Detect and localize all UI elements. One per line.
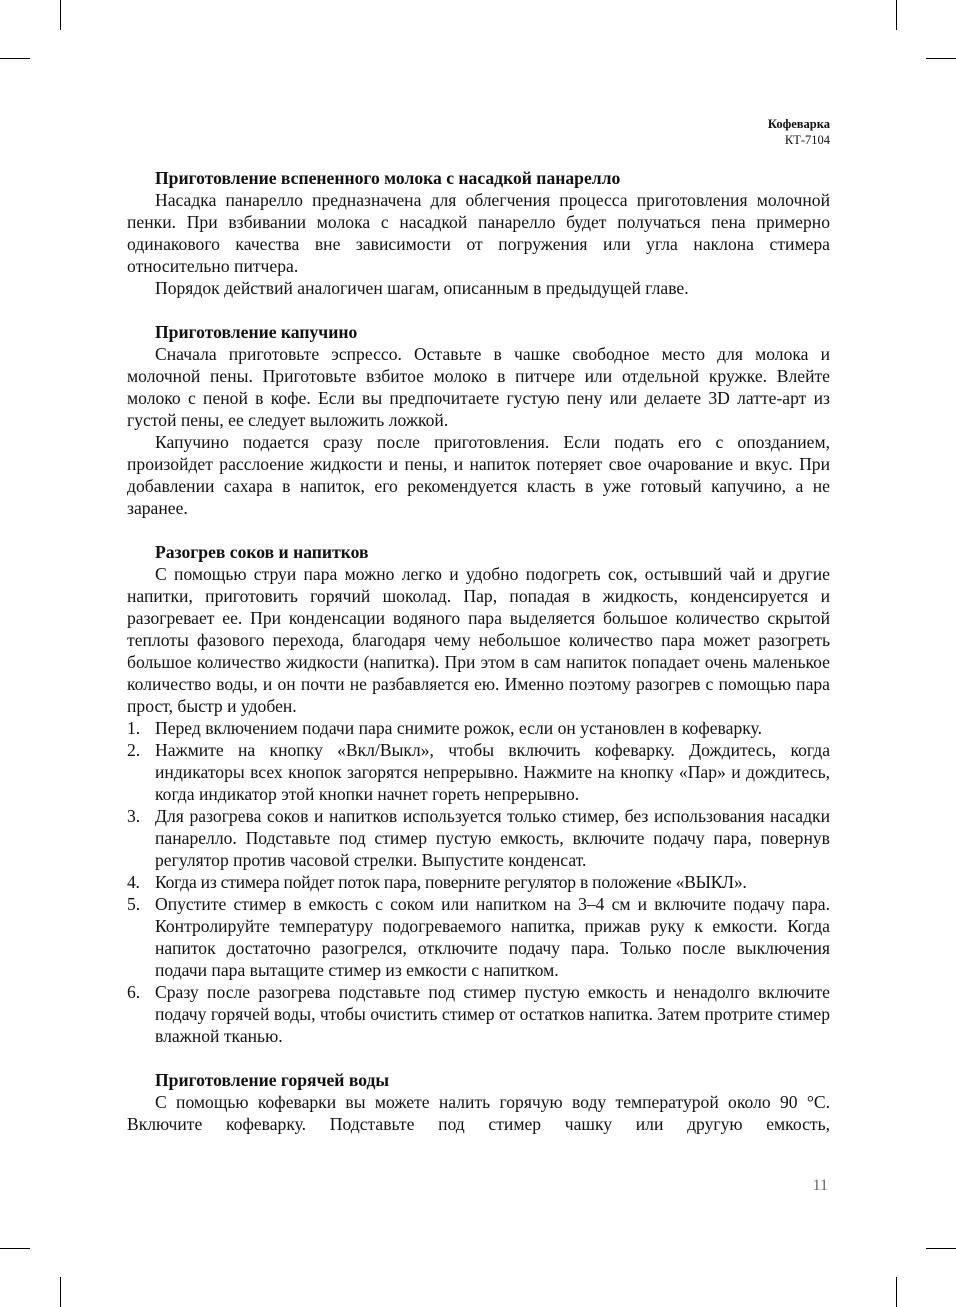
list-item — [127, 717, 830, 739]
step-number: 6. — [127, 982, 141, 1002]
paragraph: С помощью кофеварки вы можете налить горячую воду температурой около 90 °C. Включите кофеварку. Подставьте под стимер чашку или другую емкость, — [127, 1092, 830, 1134]
paragraph: Сначала приготовьте эспрессо. Оставьте в чашке свободное место для молока и молочной пены. Приготовьте взбитое молоко в питчере или отдельной кружке. Влейте молоко с пеной в кофе. Если вы предпочитаете густую пену или делаете 3D латте-арт из густой пены, ее следует выложить ложкой. — [127, 344, 830, 430]
steps-list — [127, 717, 830, 1047]
step-text: Перед включением подачи пара снимите рожок, если он установлен в кофеварку. — [155, 718, 762, 738]
step-text: Для разогрева соков и напитков используется только стимер, без использования насадки панарелло. Подставьте под стимер пустую емкость, включите подачу пара, повернув регулятор против часовой стрелки. Выпустите конденсат. — [155, 806, 830, 870]
step-text: Опустите стимер в емкость с соком или напитком на 3–4 см и включите подачу пара. Контролируйте температуру подогреваемого напитка, прижав руку к емкости. Когда напиток достаточно разогрелся, отключите подачу пара. Только после выключения подачи пара вытащите стимер из емкости с напитком. — [155, 894, 830, 980]
page-content — [127, 167, 830, 1135]
paragraph: С помощью струи пара можно легко и удобно подогреть сок, остывший чай и другие напитки, приготовить горячий шоколад. Пар, попадая в жидкость, конденсируется и разогревает ее. При конденсации водяного пара выделяется большое количество скрытой теплоты фазового перехода, благодаря чему небольшое количество пара может разогреть большое количество жидкости (напитка). При этом в сам напиток попадает очень маленькое количество воды, и он почти не разбавляется ею. Именно поэтому разогрев с помощью пара прост, быстр и удобен. — [127, 564, 830, 716]
crop-mark — [0, 58, 30, 59]
list-item — [127, 739, 830, 805]
header-model: КТ-7104 — [784, 133, 830, 147]
header-product: Кофеварка — [767, 117, 830, 131]
list-item — [127, 893, 830, 981]
page-number: 11 — [812, 1177, 828, 1194]
crop-mark — [60, 0, 61, 30]
crop-mark — [60, 1277, 61, 1307]
step-number: 1. — [127, 718, 141, 738]
step-text: Сразу после разогрева подставьте под стимер пустую емкость и ненадолго включите подачу горячей воды, чтобы очистить стимер от остатков напитка. Затем протрите стимер влажной тканью. — [155, 982, 830, 1046]
list-item — [127, 871, 830, 893]
step-number: 2. — [127, 740, 141, 760]
section-heading: Приготовление капучино — [155, 322, 358, 342]
running-header — [768, 116, 830, 148]
section-heading: Разогрев соков и напитков — [155, 542, 369, 562]
step-number: 3. — [127, 806, 141, 826]
section-heading: Приготовление вспененного молока с насадкой панарелло — [155, 168, 621, 188]
crop-mark — [926, 1248, 956, 1249]
step-number: 5. — [127, 894, 141, 914]
paragraph: Порядок действий аналогичен шагам, описанным в предыдущей главе. — [155, 278, 689, 298]
step-text: Нажмите на кнопку «Вкл/Выкл», чтобы включить кофеварку. Дождитесь, когда индикаторы всех кнопок загорятся непрерывно. Нажмите на кнопку «Пар» и дождитесь, когда индикатор этой кнопки начнет гореть непрерывно. — [155, 740, 830, 804]
step-text: Когда из стимера пойдет поток пара, поверните регулятор в положение «ВЫКЛ». — [155, 872, 747, 892]
paragraph: Насадка панарелло предназначена для облегчения процесса приготовления молочной пенки. При взбивании молока с насадкой панарелло будет получаться пена примерно одинакового качества вне зависимости от погружения или угла наклона стимера относительно питчера. — [127, 190, 830, 276]
list-item — [127, 981, 830, 1047]
step-number: 4. — [127, 872, 140, 892]
paragraph: Капучино подается сразу после приготовления. Если подать его с опозданием, произойдет расслоение жидкости и пены, и напиток потеряет свое очарование и вкус. При добавлении сахара в напиток, его рекомендуется класть в уже готовый капучино, а не заранее. — [127, 432, 830, 518]
crop-mark — [896, 1277, 897, 1307]
list-item — [127, 805, 830, 871]
crop-mark — [896, 0, 897, 30]
crop-mark — [0, 1248, 30, 1249]
section-heading: Приготовление горячей воды — [155, 1070, 390, 1090]
crop-mark — [926, 58, 956, 59]
